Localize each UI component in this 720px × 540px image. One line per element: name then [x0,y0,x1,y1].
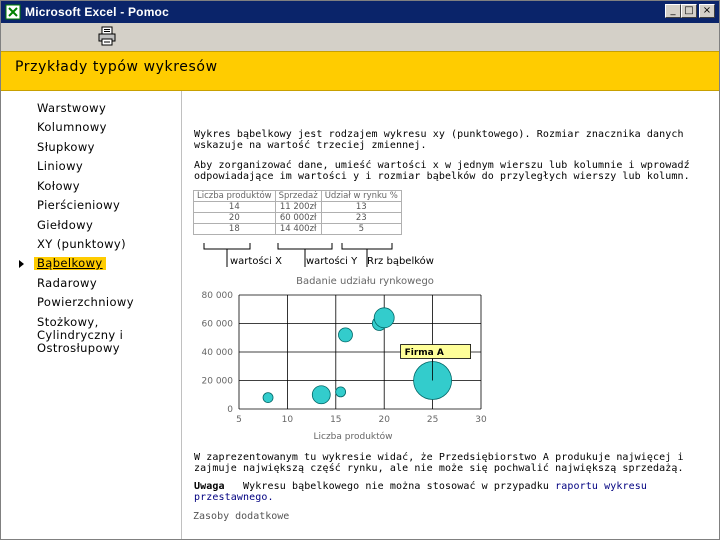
minimize-button[interactable]: _ [665,4,681,18]
y-tick-label: 40 000 [201,348,233,358]
organize-line-1: Aby zorganizować dane, umieść wartości x w jednym wierszu lub kolumnie i wprowadź [194,160,690,171]
explain-line-1: W zaprezentowanym tu wykresie widać, że Przedsiębiorstwo A produkuje najwięcej i [194,452,684,463]
y-tick-label: 0 [227,405,233,415]
x-tick-label: 5 [236,415,242,425]
table-row [194,202,402,213]
page-title: Przykłady typów wykresów [15,59,218,75]
sidebar-item-babelkowy[interactable]: Bąbelkowy [34,257,106,270]
y-tick-label: 60 000 [201,319,233,330]
note-line-1 [194,481,647,492]
y-values-label: wartości Y [306,256,358,267]
bubble-size-label: Rrz bąbelków [367,256,434,267]
bubble-chart [187,273,487,443]
table-row [194,224,402,235]
x-tick-label: 10 [281,415,294,425]
intro-line-2: wskazuje na wartość trzeciej zmiennej. [194,140,427,151]
sidebar-item-xy[interactable]: XY (punktowy) [37,237,127,251]
x-tick-label: 20 [378,415,390,425]
y-tick-label: 20 000 [201,376,233,387]
note-label: Uwaga [194,481,225,492]
sidebar-item-liniowy[interactable]: Liniowy [37,159,84,173]
table-header: Udział w rynku % [321,191,401,202]
table-header: Sprzedaż [275,191,321,202]
print-icon[interactable] [96,25,118,47]
explain-line-2: zajmuje największą część rynku, ale nie może się pochwalić największą sprzedażą. [194,463,684,474]
sidebar-item-kolowy[interactable]: Kołowy [37,179,80,193]
maximize-button[interactable]: □ [681,4,697,18]
sidebar-item-powierzchniowy[interactable]: Powierzchniowy [37,295,134,309]
sidebar-item-kolumnowy[interactable]: Kolumnowy [37,120,107,134]
sidebar-item-pierscieniowy[interactable]: Pierścieniowy [37,198,121,212]
sidebar-item-cylindryczny[interactable]: Cylindryczny i [37,328,124,342]
table-header: Liczba produktów [194,191,276,202]
sidebar-item-gieldowy[interactable]: Giełdowy [37,218,94,232]
data-table [193,190,402,235]
sidebar-item-radarowy[interactable]: Radarowy [37,276,98,290]
title-bar[interactable] [1,1,719,23]
chart-title: Badanie udziału rynkowego [296,276,434,287]
note-text: Wykresu bąbelkowego nie można stosować w przypadku [242,481,550,492]
organize-line-2: odpowiadające im wartości y i rozmiar bąbelków do przyległych wierszy lub kolumn. [194,171,690,182]
sidebar [1,91,182,539]
additional-resources-heading[interactable]: Zasoby dodatkowe [193,511,290,522]
window-title: Microsoft Excel - Pomoc [25,5,169,19]
bubble-point [312,386,330,404]
sidebar-item-slupkowy[interactable]: Słupkowy [37,140,95,154]
bubble-point [374,308,394,328]
x-axis-label: Liczba produktów [313,432,393,442]
sidebar-item-stozkowy[interactable]: Stożkowy, [37,315,99,329]
y-axis-ticks [202,291,234,415]
table-header-row [194,191,402,202]
table-cell: 14 [194,202,276,213]
topic-banner [1,51,719,91]
table-cell: 18 [194,224,276,235]
table-cell: 14 400zł [275,224,321,235]
x-tick-label: 30 [475,415,487,425]
x-tick-label: 15 [330,415,342,425]
bubble-point [263,393,273,403]
table-row [194,213,402,224]
pivot-chart-link[interactable]: raportu wykresu [555,481,647,492]
x-values-label: wartości X [230,256,282,267]
sidebar-item-warstwowy[interactable]: Warstwowy [37,101,107,115]
table-cell: 13 [321,202,401,213]
x-axis-ticks [236,415,487,425]
y-tick-label: 80 000 [201,291,233,301]
table-brackets [196,243,396,267]
close-button[interactable]: × [699,4,715,18]
bubble-point [338,328,352,342]
intro-line-1: Wykres bąbelkowy jest rodzajem wykresu xy (punktowego). Rozmiar znacznika danych [194,129,684,140]
table-cell: 60 000zł [275,213,321,224]
bubble-point [336,387,346,397]
excel-app-icon [5,4,21,20]
annotation-label: Firma A [404,348,444,358]
current-item-arrow-icon [19,260,24,268]
x-tick-label: 25 [426,415,439,425]
sidebar-item-ostroslupowy[interactable]: Ostrosłupowy [37,341,120,355]
table-cell: 11 200zł [275,202,321,213]
note-line-2[interactable]: przestawnego. [194,492,274,503]
table-cell: 20 [194,213,276,224]
toolbar [1,23,719,51]
table-cell: 23 [321,213,401,224]
table-cell: 5 [321,224,401,235]
